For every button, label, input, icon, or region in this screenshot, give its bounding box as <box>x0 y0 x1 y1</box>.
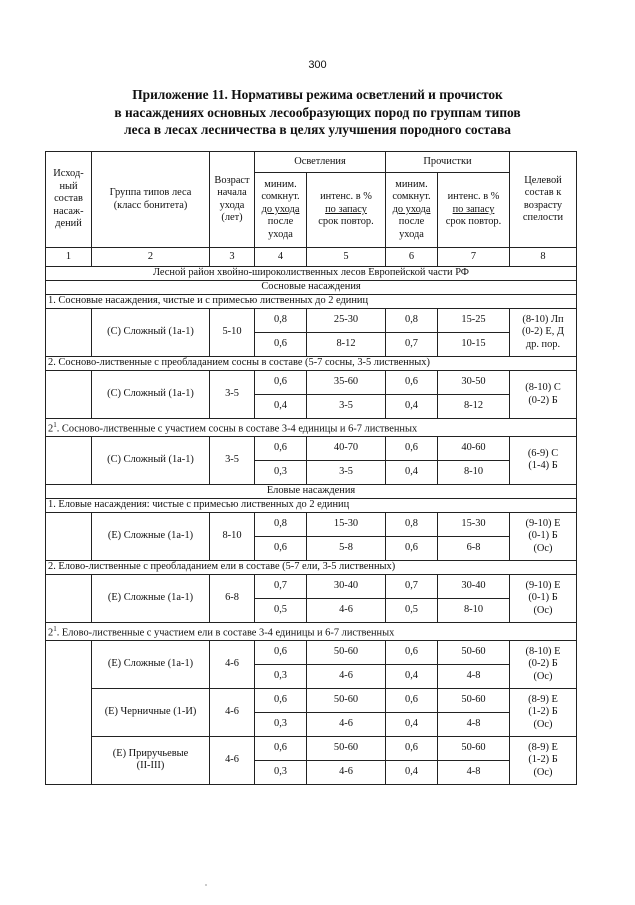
header-target-composition: Целевой состав к возрасту спелости <box>510 152 577 248</box>
value-cell: 50-60 <box>307 736 386 760</box>
value-cell: 0,6 <box>255 333 307 357</box>
table-row <box>46 688 577 712</box>
value-cell: 8-10 <box>438 460 510 484</box>
target-composition-cell: (8-10) С (0-2) Б <box>510 371 577 419</box>
value-cell: 0,6 <box>386 436 438 460</box>
group-label: $2^1$. Сосново-лиственные с участием сосны в составе 3-4 единицы и 6-7 лиственных <box>46 419 577 437</box>
column-number: 3 <box>210 248 255 267</box>
target-composition-cell: (6-9) С (1-4) Б <box>510 436 577 484</box>
start-age-cell: 5-10 <box>210 309 255 357</box>
value-cell: 35-60 <box>307 371 386 395</box>
column-number: 5 <box>307 248 386 267</box>
table-row <box>46 512 577 536</box>
value-cell: 0,6 <box>386 688 438 712</box>
table-row <box>46 371 577 395</box>
value-cell: 30-40 <box>438 574 510 598</box>
value-cell: 30-40 <box>307 574 386 598</box>
header-start-age: Возраст начала ухода (лет) <box>210 152 255 248</box>
empty-cell <box>46 574 92 622</box>
value-cell: 8-10 <box>438 598 510 622</box>
column-numbers-row <box>46 248 577 267</box>
value-cell: 0,6 <box>255 371 307 395</box>
group-label: $2^1$. Елово-лиственные с участием ели в составе 3-4 единицы и 6-7 лиственных <box>46 622 577 640</box>
value-cell: 0,3 <box>255 460 307 484</box>
value-cell: 0,6 <box>255 536 307 560</box>
column-number: 4 <box>255 248 307 267</box>
value-cell: 30-50 <box>438 371 510 395</box>
header-min-density-release: миним. сомкнут. до ухода после ухода <box>255 173 307 248</box>
value-cell: 0,7 <box>386 574 438 598</box>
target-composition-cell: (9-10) Е (0-1) Б (Ос) <box>510 574 577 622</box>
target-composition-cell: (8-10) Лп (0-2) Е, Д др. пор. <box>510 309 577 357</box>
value-cell: 50-60 <box>438 736 510 760</box>
value-cell: 5-8 <box>307 536 386 560</box>
value-cell: 0,5 <box>386 598 438 622</box>
header-cleaning: Прочистки <box>386 152 510 173</box>
value-cell: 0,6 <box>386 736 438 760</box>
start-age-cell: 4-6 <box>210 736 255 784</box>
column-number: 1 <box>46 248 92 267</box>
empty-cell <box>46 512 92 560</box>
scan-speck <box>205 884 207 886</box>
table-row <box>46 640 577 664</box>
target-composition-cell: (8-9) Е (1-2) Б (Ос) <box>510 688 577 736</box>
value-cell: 0,6 <box>255 640 307 664</box>
column-number: 7 <box>438 248 510 267</box>
value-cell: 0,4 <box>386 460 438 484</box>
section-title-spruce: Еловые насаждения <box>46 484 577 498</box>
title-line-1: Приложение 11. Нормативы режима осветлений и прочисток <box>132 87 503 102</box>
value-cell: 0,7 <box>386 333 438 357</box>
header-intensity-release: интенс. в % по запасу срок повтор. <box>307 173 386 248</box>
value-cell: 0,3 <box>255 760 307 784</box>
value-cell: 0,4 <box>386 395 438 419</box>
forest-type-cell: (С) Сложный (1а-1) <box>92 371 210 419</box>
value-cell: 40-70 <box>307 436 386 460</box>
value-cell: 0,6 <box>386 640 438 664</box>
value-cell: 0,4 <box>386 712 438 736</box>
value-cell: 0,7 <box>255 574 307 598</box>
value-cell: 40-60 <box>438 436 510 460</box>
forest-type-cell: (Е) Сложные (1а-1) <box>92 512 210 560</box>
column-number: 6 <box>386 248 438 267</box>
value-cell: 50-60 <box>438 640 510 664</box>
column-number: 2 <box>92 248 210 267</box>
empty-cell <box>46 436 92 484</box>
value-cell: 6-8 <box>438 536 510 560</box>
value-cell: 8-12 <box>438 395 510 419</box>
header-initial-composition: Исход- ный состав насаж- дений <box>46 152 92 248</box>
value-cell: 50-60 <box>438 688 510 712</box>
value-cell: 10-15 <box>438 333 510 357</box>
header-release-cutting: Осветления <box>255 152 386 173</box>
group-label: 1. Сосновые насаждения, чистые и с примесью лиственных до 2 единиц <box>46 295 577 309</box>
value-cell: 0,3 <box>255 712 307 736</box>
value-cell: 0,6 <box>386 536 438 560</box>
start-age-cell: 3-5 <box>210 371 255 419</box>
value-cell: 0,6 <box>255 436 307 460</box>
target-composition-cell: (9-10) Е (0-1) Б (Ос) <box>510 512 577 560</box>
header-forest-type-group: Группа типов леса (класс бонитета) <box>92 152 210 248</box>
table-row <box>46 574 577 598</box>
table-row <box>46 736 577 760</box>
value-cell: 3-5 <box>307 395 386 419</box>
value-cell: 4-6 <box>307 760 386 784</box>
value-cell: 4-6 <box>307 712 386 736</box>
value-cell: 0,6 <box>255 688 307 712</box>
value-cell: 0,8 <box>386 309 438 333</box>
header-row <box>46 152 577 173</box>
start-age-cell: 4-6 <box>210 688 255 736</box>
forest-type-cell: (Е) Сложные (1а-1) <box>92 574 210 622</box>
value-cell: 50-60 <box>307 688 386 712</box>
value-cell: 4-6 <box>307 664 386 688</box>
forest-type-cell: (Е) Приручьевые (II-III) <box>92 736 210 784</box>
start-age-cell: 8-10 <box>210 512 255 560</box>
value-cell: 25-30 <box>307 309 386 333</box>
header-intensity-cleaning: интенс. в % по запасу срок повтор. <box>438 173 510 248</box>
value-cell: 0,8 <box>255 512 307 536</box>
forest-type-cell: (С) Сложный (1а-1) <box>92 309 210 357</box>
forest-type-cell: (С) Сложный (1а-1) <box>92 436 210 484</box>
section-title-pine: Сосновые насаждения <box>46 281 577 295</box>
value-cell: 0,3 <box>255 664 307 688</box>
value-cell: 0,4 <box>386 760 438 784</box>
title-line-3: леса в лесах лесничества в целях улучшения породного состава <box>124 122 511 137</box>
forest-type-cell: (Е) Черничные (1-И) <box>92 688 210 736</box>
target-composition-cell: (8-10) Е (0-2) Б (Ос) <box>510 640 577 688</box>
norms-table <box>45 151 577 785</box>
value-cell: 0,6 <box>255 736 307 760</box>
start-age-cell: 4-6 <box>210 640 255 688</box>
group-label: 2. Елово-лиственные с преобладанием ели в составе (5-7 ели, 3-5 лиственных) <box>46 560 577 574</box>
table-row <box>46 309 577 333</box>
empty-cell <box>46 371 92 419</box>
start-age-cell: 3-5 <box>210 436 255 484</box>
value-cell: 15-30 <box>307 512 386 536</box>
value-cell: 0,8 <box>386 512 438 536</box>
value-cell: 4-8 <box>438 664 510 688</box>
value-cell: 4-8 <box>438 760 510 784</box>
empty-cell <box>46 640 92 784</box>
table-row <box>46 436 577 460</box>
header-min-density-cleaning: миним. сомкнут. до ухода после ухода <box>386 173 438 248</box>
value-cell: 0,4 <box>386 664 438 688</box>
value-cell: 4-6 <box>307 598 386 622</box>
region-row: Лесной район хвойно-широколиственных лесов Европейской части РФ <box>46 267 577 281</box>
value-cell: 3-5 <box>307 460 386 484</box>
group-label: 1. Еловые насаждения: чистые с примесью лиственных до 2 единиц <box>46 498 577 512</box>
target-composition-cell: (8-9) Е (1-2) Б (Ос) <box>510 736 577 784</box>
document-title <box>60 86 575 139</box>
start-age-cell: 6-8 <box>210 574 255 622</box>
empty-cell <box>46 309 92 357</box>
page-number: 300 <box>308 59 327 71</box>
value-cell: 15-30 <box>438 512 510 536</box>
value-cell: 8-12 <box>307 333 386 357</box>
value-cell: 50-60 <box>307 640 386 664</box>
value-cell: 0,5 <box>255 598 307 622</box>
group-label: 2. Сосново-лиственные с преобладанием сосны в составе (5-7 сосны, 3-5 лиственных) <box>46 357 577 371</box>
value-cell: 0,6 <box>386 371 438 395</box>
value-cell: 15-25 <box>438 309 510 333</box>
value-cell: 0,4 <box>255 395 307 419</box>
value-cell: 0,8 <box>255 309 307 333</box>
title-line-2: в насаждениях основных лесообразующих пород по группам типов <box>114 104 521 120</box>
value-cell: 4-8 <box>438 712 510 736</box>
column-number: 8 <box>510 248 577 267</box>
forest-type-cell: (Е) Сложные (1а-1) <box>92 640 210 688</box>
